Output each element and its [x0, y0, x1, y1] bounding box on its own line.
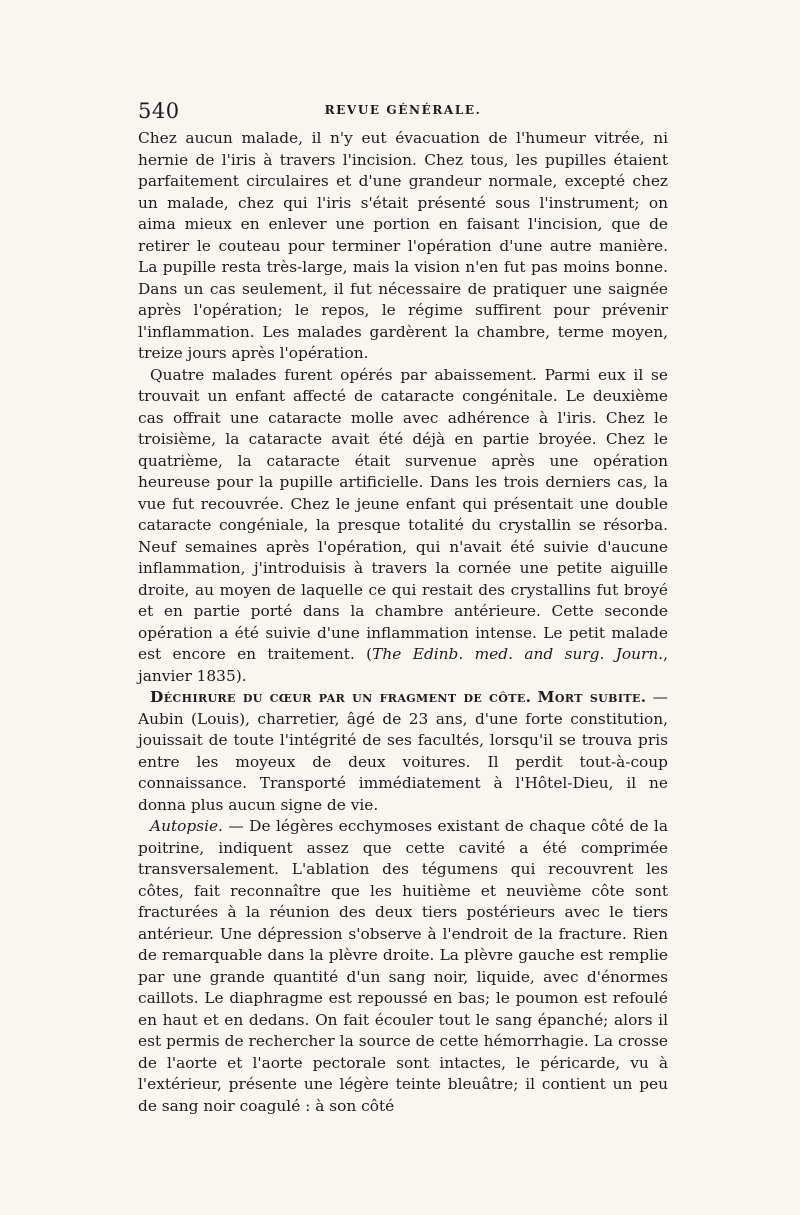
paragraph-autopsie	[138, 816, 668, 1117]
page-number: 540	[138, 99, 180, 123]
paragraph-cataract-results	[138, 128, 668, 365]
section-subheading: Mort subite.	[537, 688, 647, 706]
heading-dash: —	[652, 688, 668, 706]
citation-open: (	[366, 645, 373, 663]
paragraph-text: — De légères ecchymoses existant de chaque côté de la poitrine, indiquent assez que cette cavité a été comprimée transversalement. L'ablation des tégumens qui recouvrent les côtes, fait reconnaître que les huitième et neuvième côte sont fracturées à la réunion des deux tiers postérieurs avec le tiers antérieur. Une dépression s'observe à l'endroit de la fracture. Rien de remarquable dans la plèvre droite. La plèvre gauche est remplie par une grande quantité d'un sang noir, liquide, avec d'énormes caillots. Le diaphragme est repoussé en bas; le poumon est refoulé en haut et en dedans. On fait écouler tout le sang épanché; alors il est permis de rechercher la source de cette hémorrhagie. La crosse de l'aorte et l'aorte pectorale sont intactes, le péricarde, vu à l'extérieur, présente une légère teinte bleuâtre; il contient un peu de sang noir coagulé : à son côté	[138, 817, 668, 1115]
body-text	[138, 128, 668, 1117]
autopsie-label: Autopsie.	[150, 817, 223, 835]
paragraph-heart-rupture	[138, 687, 668, 816]
document-page	[138, 98, 668, 1117]
citation-date: , janvier 1835).	[138, 645, 668, 685]
paragraph-abaissement	[138, 365, 668, 688]
paragraph-text: Quatre malades furent opérés par abaissement. Parmi eux il se trouvait un enfant affecté de cataracte congénitale. Le deuxième cas offrait une cataracte molle avec adhérence à l'iris. Chez le troisième, la cataracte avait été déjà en partie broyée. Chez le quatrième, la cataracte était survenue après une opération heureuse pour la pupille artificielle. Dans les trois derniers cas, la vue fut recouvrée. Chez le jeune enfant qui présentait une double cataracte congéniale, la presque totalité du crystallin se résorba. Neuf semaines après l'opération, qui n'avait été suivie d'aucune inflammation, j'introduisis à travers la cornée une petite aiguille droite, au moyen de laquelle ce qui restait des crystallins fut broyé et en partie porté dans la chambre antérieure. Cette seconde opération a été suivie d'une inflammation intense. Le petit malade est encore en traitement.	[138, 365, 668, 663]
paragraph-text: Chez aucun malade, il n'y eut évacuation de l'humeur vitrée, ni hernie de l'iris à travers l'incision. Chez tous, les pupilles étaient parfaitement circulaires et d'une grandeur normale, excepté chez un malade, chez qui l'iris s'était présenté sous l'instrument; on aima mieux en enlever une portion en faisant l'incision, que de retirer le couteau pour terminer l'opération d'une autre manière. La pupille resta très-large, mais la vision n'en fut pas moins bonne. Dans un cas seulement, il fut nécessaire de pratiquer une saignée après l'opération; le repos, le régime suffirent pour prévenir l'inflammation. Les malades gardèrent la chambre, terme moyen, treize jours après l'opération.	[138, 129, 668, 362]
running-head	[138, 98, 668, 128]
section-heading: Déchirure du cœur par un fragment de côte.	[150, 688, 532, 706]
paragraph-text: Aubin (Louis), charretier, âgé de 23 ans, d'une forte constitution, jouissait de toute l'intégrité de ses facultés, lorsqu'il se trouva pris entre les moyeux de deux voitures. Il perdit tout-à-coup connaissance. Transporté immédiatement à l'Hôtel-Dieu, il ne donna plus aucun signe de vie.	[138, 709, 668, 814]
running-title: REVUE GÉNÉRALE.	[324, 103, 482, 117]
citation-journal: The Edinb. med. and surg. Journ.	[372, 645, 664, 663]
